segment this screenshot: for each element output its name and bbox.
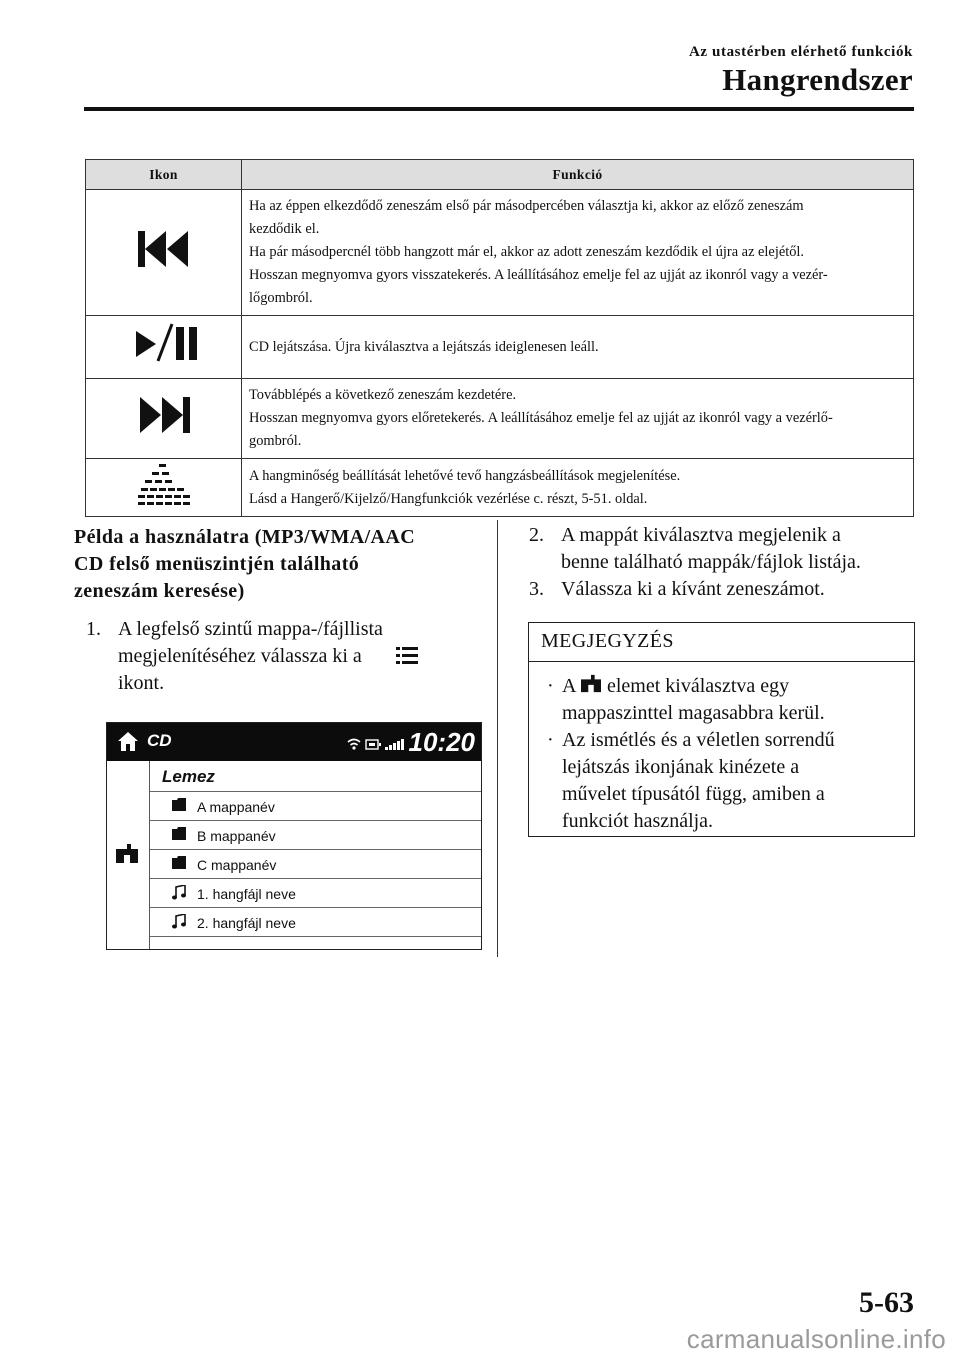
table-row: [86, 379, 914, 459]
cd-screen: [106, 722, 482, 950]
description-line: Továbblépés a következő zeneszám kezdetére.: [249, 387, 517, 403]
icon-cell: [86, 316, 242, 379]
note-header: [529, 623, 914, 662]
next-track-icon: [138, 397, 190, 433]
signal-icon: [385, 739, 405, 750]
header-divider: [84, 107, 914, 111]
clock-display: 10:20: [408, 727, 475, 757]
description-line: Hosszan megnyomva gyors visszatekerés. A leállításához emelje fel az ujját az ikonról vagy a vezér-: [249, 267, 828, 283]
step-text: ikont.: [118, 672, 165, 694]
step-3: [529, 576, 929, 603]
step-text: A legfelső szintű mappa-/fájllista: [118, 618, 383, 640]
step-text: benne található mappák/fájlok listája.: [561, 551, 861, 573]
folder-up-icon: [581, 673, 601, 693]
description-line: Hosszan megnyomva gyors előretekerés. A leállításához emelje fel az ujját az ikonról vagy a vezérlő-: [249, 410, 833, 426]
step-number: 3.: [529, 578, 544, 600]
list-item[interactable]: [150, 791, 481, 821]
folder-up-icon[interactable]: [116, 843, 138, 863]
column-divider: [497, 520, 498, 957]
list-item-label: A mappanév: [197, 799, 275, 815]
list-icon: [396, 646, 418, 666]
heading-line: Példa a használatra (MP3/WMA/AAC: [74, 526, 416, 548]
heading-line: CD felső menüszintjén található: [74, 553, 360, 575]
music-note-icon: [172, 885, 186, 900]
audio-source-label: CD: [147, 731, 172, 750]
icon-cell: [86, 190, 242, 316]
screen-file-list: [150, 761, 481, 949]
heading-line: zeneszám keresése): [74, 580, 245, 602]
table-row: [86, 459, 914, 517]
description-line: lőgombról.: [249, 290, 313, 306]
description-line: kezdődik el.: [249, 221, 320, 237]
description-line: Ha pár másodpercnél több hangzott már el, akkor az adott zeneszám kezdődik el újra az elejétől.: [249, 244, 804, 260]
step-1: [86, 616, 486, 698]
note-text: A: [562, 675, 577, 697]
section-subtitle: Az utastérben elérhető funkciók: [689, 44, 913, 60]
folder-icon: [172, 798, 186, 811]
icon-cell: [86, 459, 242, 517]
step-text: A mappát kiválasztva megjelenik a: [561, 524, 841, 546]
folder-icon: [172, 827, 186, 840]
description-line: Ha az éppen elkezdődő zeneszám első pár másodpercében választja ki, akkor az előző zeneszám: [249, 198, 804, 214]
previous-track-icon: [138, 231, 190, 267]
page-number: 5-63: [859, 1286, 914, 1319]
note-text: Az ismétlés és a véletlen sorrendű: [562, 729, 835, 751]
function-description: [242, 316, 914, 379]
description-line: Lásd a Hangerő/Kijelző/Hangfunkciók vezérlése c. részt, 5-51. oldal.: [249, 490, 648, 507]
function-table: [85, 159, 914, 517]
page-title: Hangrendszer: [722, 62, 913, 97]
table-header-row: [86, 160, 914, 190]
screen-status-bar: [107, 723, 481, 761]
note-box: [528, 622, 915, 837]
list-item-label: 2. hangfájl neve: [197, 915, 296, 931]
table-row: [86, 190, 914, 316]
list-item[interactable]: [150, 878, 481, 908]
function-description: [242, 190, 914, 316]
list-item-label: C mappanév: [197, 857, 277, 873]
note-text: művelet típusától függ, amiben a: [562, 783, 825, 805]
note-text: elemet kiválasztva egy: [607, 675, 790, 697]
note-text: funkciót használja.: [562, 810, 714, 832]
description-line: A hangminőség beállítását lehetővé tevő hangzásbeállítások megjelenítése.: [249, 467, 681, 484]
column-header-function: Funkció: [242, 160, 914, 190]
play-pause-icon: [128, 321, 200, 365]
table-row: [86, 316, 914, 379]
bullet: ·: [547, 675, 554, 697]
step-text: megjelenítéséhez válassza ki a: [118, 645, 362, 667]
home-icon[interactable]: [118, 732, 138, 751]
step-2: [529, 522, 929, 576]
column-header-icon: Ikon: [86, 160, 242, 190]
step-text: Válassza ki a kívánt zeneszámot.: [561, 578, 825, 600]
example-heading: [74, 524, 474, 605]
list-item[interactable]: [150, 849, 481, 879]
note-title: MEGJEGYZÉS: [541, 630, 674, 652]
music-note-icon: [172, 914, 186, 929]
bullet: ·: [547, 729, 554, 751]
screen-left-panel: [107, 761, 150, 949]
list-item-label: B mappanév: [197, 828, 276, 844]
folder-icon: [172, 856, 186, 869]
watermark: carmanualsonline.info: [686, 1324, 946, 1354]
equalizer-icon: [137, 462, 191, 506]
wifi-icon: [347, 738, 361, 750]
list-divider: [150, 936, 481, 949]
list-item[interactable]: [150, 907, 481, 937]
device-icon: [365, 739, 381, 750]
list-item[interactable]: [150, 820, 481, 850]
step-number: 1.: [86, 618, 101, 640]
icon-cell: [86, 379, 242, 459]
list-item-label: 1. hangfájl neve: [197, 886, 296, 902]
step-number: 2.: [529, 524, 544, 546]
description-line: gombról.: [249, 433, 302, 449]
function-description: [242, 459, 914, 517]
description-line: CD lejátszása. Újra kiválasztva a lejátszás ideiglenesen leáll.: [249, 338, 599, 355]
note-text: mappaszinttel magasabbra kerül.: [562, 702, 825, 724]
list-title: Lemez: [162, 767, 215, 786]
function-description: [242, 379, 914, 459]
note-text: lejátszás ikonjának kinézete a: [562, 756, 800, 778]
